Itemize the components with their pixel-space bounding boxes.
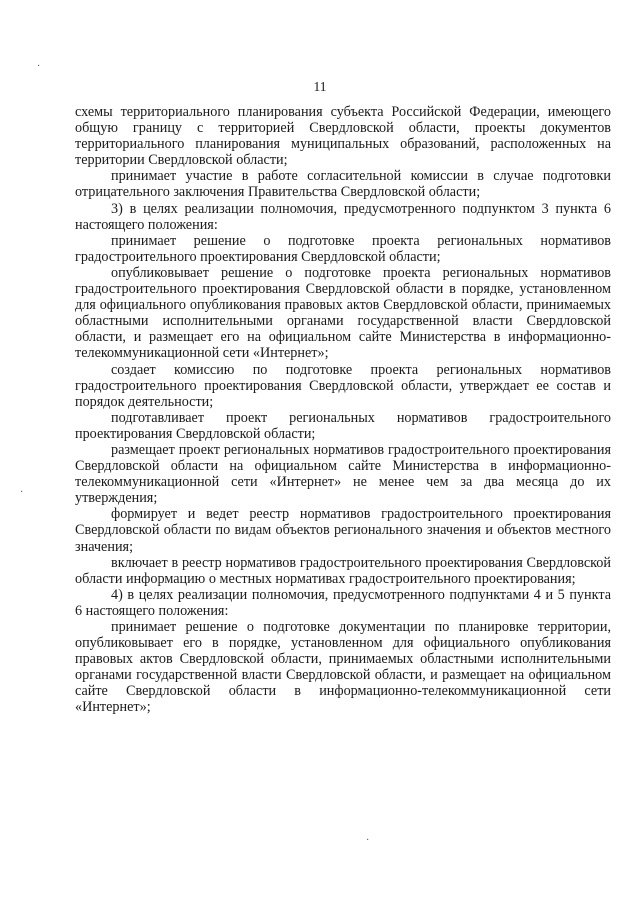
paragraph: принимает решение о подготовке проекта региональных нормативов градостроительного проектирования Свердловской области; bbox=[75, 232, 611, 265]
paragraph: размещает проект региональных нормативов градостроительного проектирования Свердловской области на официальном сайте Министерства в информационно-телекоммуникационной сети «Интернет» не менее чем за два месяца до их утверждения; bbox=[75, 441, 611, 507]
scan-speck: · bbox=[37, 61, 41, 72]
paragraph: принимает участие в работе согласительной комиссии в случае подготовки отрицательного заключения Правительства Свердловской области; bbox=[75, 168, 611, 201]
paragraph: принимает решение о подготовке документации по планировке территории, опубликовывает его в порядке, установленном для официального опубликования правовых актов Свердловской области, принимаемых областными исполнительными органами государственной власти Свердловской области, и размещает на официальном сайте Свердловской области в информационно-телекоммуникационной сети «Интернет»; bbox=[75, 619, 611, 716]
paragraph-item-3: 3) в целях реализации полномочия, предусмотренного подпунктом 3 пункта 6 настоящего положения: bbox=[75, 200, 611, 233]
paragraph: создает комиссию по подготовке проекта региональных нормативов градостроительного проектирования Свердловской области, утверждает ее состав и порядок деятельности; bbox=[75, 361, 611, 410]
scan-speck: · bbox=[366, 835, 370, 846]
scan-speck: · bbox=[20, 487, 24, 498]
page-number: 11 bbox=[313, 79, 327, 94]
paragraph-continuation: схемы территориального планирования субъекта Российской Федерации, имеющего общую границу с территорией Свердловской области, проекты документов территориального планирования муниципальных образований, расположенных на территории Свердловской области; bbox=[75, 104, 611, 169]
paragraph: опубликовывает решение о подготовке проекта региональных нормативов градостроительного проектирования Свердловской области в порядке, установленном для официального опубликования правовых актов Свердловской области, принимаемых областными исполнительными органами государственной власти Свердловской области, и размещает его на официальном сайте Министерства в информационно-телекоммуникационной сети «Интернет»; bbox=[75, 264, 611, 362]
document-body bbox=[75, 104, 611, 716]
paragraph: формирует и ведет реестр нормативов градостроительного проектирования Свердловской области по видам объектов регионального значения и объектов местного значения; bbox=[75, 506, 611, 555]
paragraph: подготавливает проект региональных нормативов градостроительного проектирования Свердловской области; bbox=[75, 409, 611, 442]
paragraph-item-4: 4) в целях реализации полномочия, предусмотренного подпунктами 4 и 5 пункта 6 настоящего положения: bbox=[75, 586, 611, 619]
paragraph: включает в реестр нормативов градостроительного проектирования Свердловской области информацию о местных нормативах градостроительного проектирования; bbox=[75, 554, 611, 587]
